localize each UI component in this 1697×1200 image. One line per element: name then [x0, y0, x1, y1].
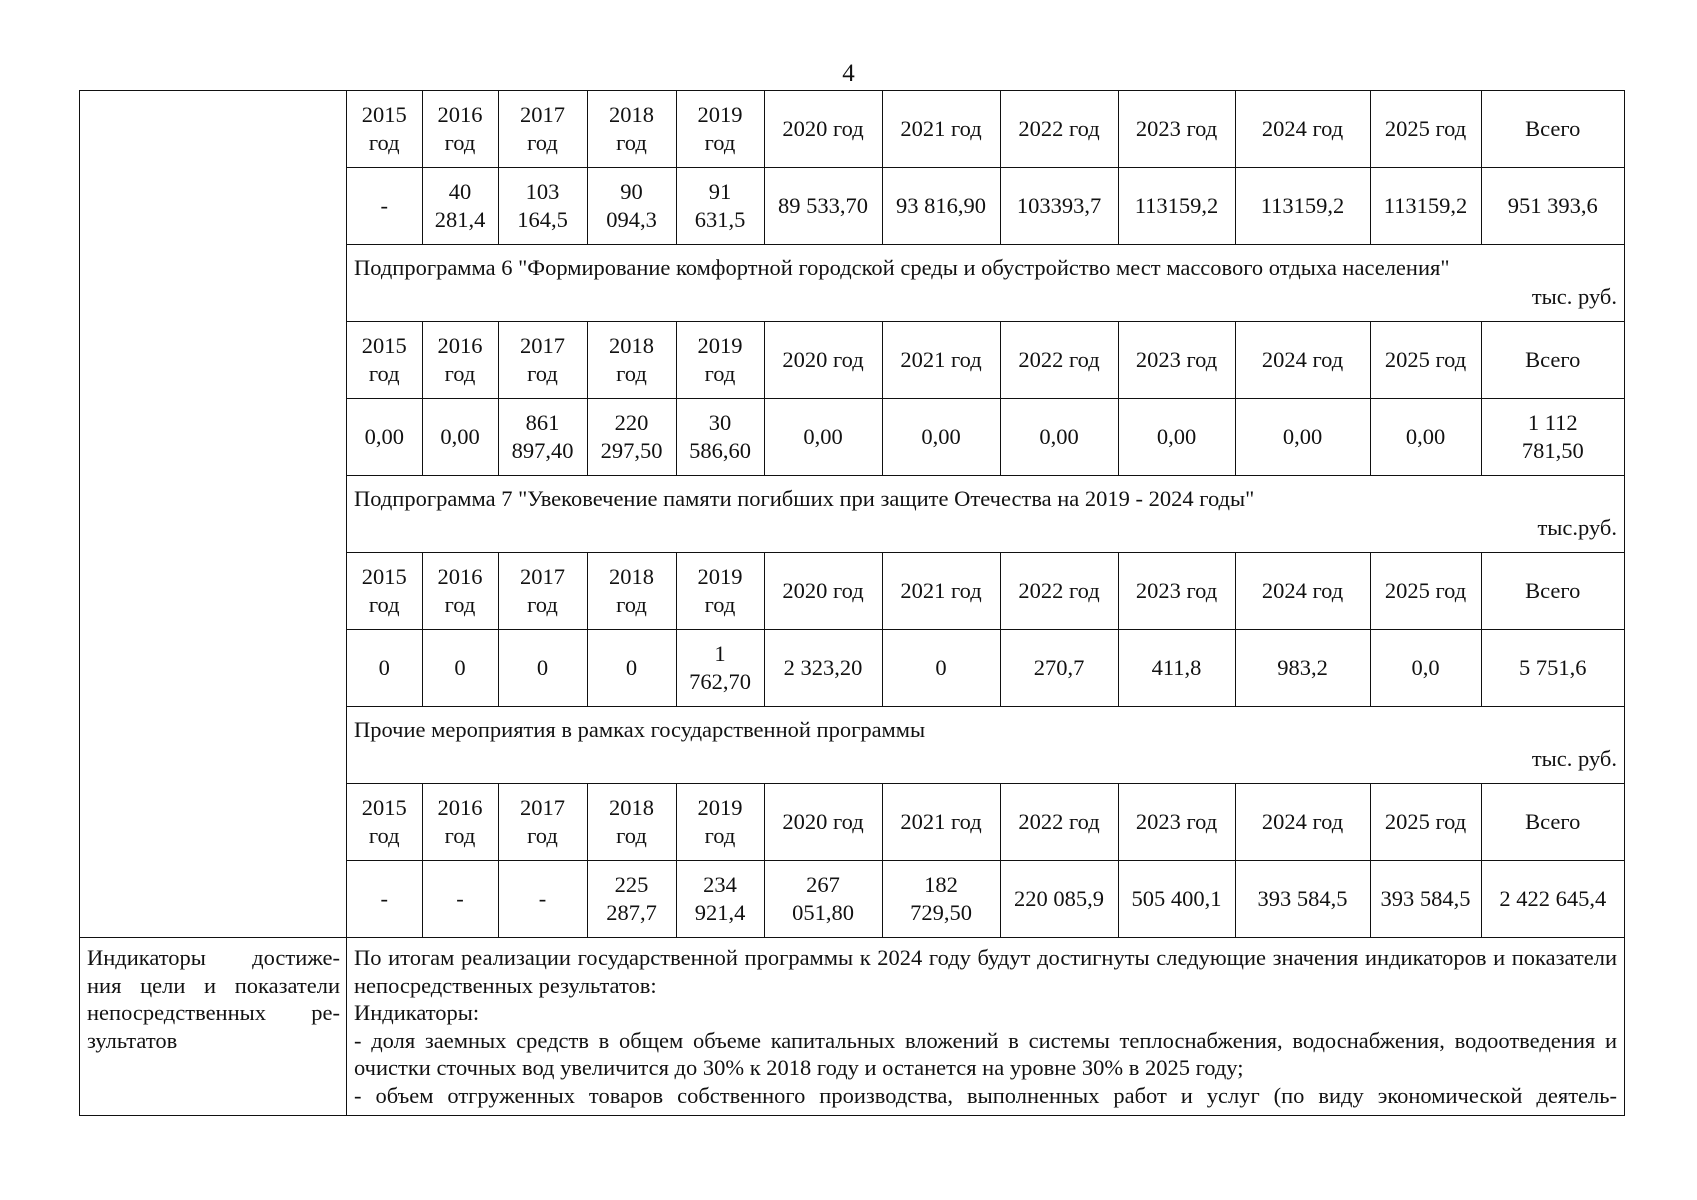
cell-line: 89 533,70 — [778, 193, 868, 218]
cell-line: 270,7 — [1033, 655, 1085, 680]
cell-line: 40 — [448, 179, 472, 204]
value-cell — [764, 399, 882, 476]
year-header-cell — [347, 91, 422, 168]
cell-line: 2 323,20 — [783, 655, 863, 680]
value-cell — [422, 399, 498, 476]
year-header-cell — [587, 784, 676, 861]
values-row — [347, 630, 1624, 707]
year-header-cell — [498, 91, 587, 168]
value-cell — [587, 399, 676, 476]
year-header-cell — [587, 91, 676, 168]
cell-line: 103393,7 — [1016, 193, 1102, 218]
value-cell — [422, 168, 498, 245]
value-cell — [1118, 630, 1235, 707]
indicators-label-line: Индикаторы достиже- — [87, 945, 340, 970]
year-header-cell: 2024 год — [1235, 553, 1370, 630]
year-header-cell: 2024 год — [1235, 784, 1370, 861]
cell-line: 0 — [536, 655, 549, 680]
cell-line: 729,50 — [910, 900, 972, 925]
cell-line: 0,00 — [1405, 424, 1446, 449]
year-header-cell — [676, 322, 764, 399]
cell-line: год — [704, 361, 736, 386]
cell-line: 287,7 — [606, 900, 657, 925]
value-cell — [1370, 630, 1481, 707]
cell-line: год — [368, 823, 400, 848]
unit-label: тыс. руб. — [1531, 284, 1617, 309]
cell-line: 2015 — [361, 795, 407, 820]
cell-line: год — [616, 361, 647, 386]
year-header-cell — [422, 784, 498, 861]
value-cell — [1000, 399, 1118, 476]
indicators-row — [80, 938, 1625, 1116]
subprogram-title-row — [347, 707, 1624, 784]
year-header-cell — [422, 322, 498, 399]
year-header-row — [347, 91, 1624, 168]
year-header-cell: 2023 год — [1118, 784, 1235, 861]
year-header-cell: 2022 год — [1000, 784, 1118, 861]
cell-line: 2016 — [437, 333, 483, 358]
value-cell — [347, 168, 422, 245]
year-header-cell: 2020 год — [764, 784, 882, 861]
year-header-cell: 2025 год — [1370, 322, 1481, 399]
cell-line: 2019 — [697, 564, 743, 589]
value-cell — [1370, 168, 1481, 245]
cell-line: год — [704, 130, 736, 155]
value-cell — [1000, 861, 1118, 938]
cell-line: 220 — [614, 410, 649, 435]
cell-line: 0,00 — [440, 424, 480, 449]
indicators-paragraph: - доля заемных средств в общем объеме капитальных вложений в системы теплоснабжения, водоснабжения, водоотведения и очистки сточных вод увеличится до 30% к 2018 году и останется на уровне 30% в 2025 году; — [354, 1027, 1617, 1080]
cell-line: 781,50 — [1521, 438, 1584, 463]
total-value-cell — [1481, 168, 1624, 245]
cell-line: 2017 — [520, 795, 565, 820]
empty-label-cell — [80, 91, 347, 938]
subprogram-title-cell — [347, 476, 1624, 553]
cell-line: 0,00 — [921, 424, 961, 449]
subprogram-title: Подпрограмма 7 "Увековечение памяти погибших при защите Отечества на 2019 - 2024 годы" — [354, 486, 1255, 511]
cell-line: - — [456, 886, 464, 911]
value-cell — [347, 630, 422, 707]
value-cell — [1235, 861, 1370, 938]
cell-line: 30 — [708, 410, 732, 435]
year-header-row — [347, 553, 1624, 630]
cell-line: 2018 — [609, 333, 654, 358]
values-row — [347, 399, 1624, 476]
value-cell — [1235, 168, 1370, 245]
cell-line: 393 584,5 — [1380, 886, 1471, 911]
financing-row — [80, 91, 1625, 938]
cell-line: 164,5 — [517, 207, 568, 232]
cell-line: 2019 — [697, 333, 743, 358]
cell-line: 2016 — [437, 564, 483, 589]
cell-line: год — [616, 823, 647, 848]
cell-line: 0 — [625, 655, 638, 680]
cell-line: 2017 — [520, 333, 565, 358]
cell-line: год — [527, 823, 558, 848]
indicators-paragraph: - объем отгруженных товаров собственного производства, выполненных работ и услуг (по виду экономической деятель- — [354, 1082, 1617, 1108]
year-header-cell — [587, 322, 676, 399]
value-cell — [422, 630, 498, 707]
year-header-cell — [422, 91, 498, 168]
year-header-cell: 2021 год — [882, 553, 1000, 630]
cell-line: 0,00 — [1156, 424, 1197, 449]
year-header-cell: 2021 год — [882, 91, 1000, 168]
cell-line: 93 816,90 — [896, 193, 986, 218]
value-cell — [764, 630, 882, 707]
value-cell — [498, 168, 587, 245]
total-value-cell — [1481, 861, 1624, 938]
cell-line: 2018 — [609, 795, 654, 820]
cell-line: 586,60 — [689, 438, 751, 463]
cell-line: 0,00 — [1039, 424, 1079, 449]
year-header-cell — [347, 322, 422, 399]
value-cell — [347, 399, 422, 476]
cell-line: 113159,2 — [1383, 193, 1468, 218]
year-header-cell: 2025 год — [1370, 553, 1481, 630]
value-cell — [882, 630, 1000, 707]
year-header-cell: 2022 год — [1000, 322, 1118, 399]
cell-line: год — [368, 361, 400, 386]
cell-line: 2016 — [437, 102, 483, 127]
cell-line: 094,3 — [606, 207, 657, 232]
cell-line: 0,0 — [1411, 655, 1440, 680]
cell-line: 103 — [525, 179, 560, 204]
year-header-cell: 2021 год — [882, 784, 1000, 861]
values-row — [347, 168, 1624, 245]
year-header-cell: 2024 год — [1235, 91, 1370, 168]
year-header-cell: 2020 год — [764, 91, 882, 168]
indicators-text — [347, 938, 1625, 1116]
cell-line: год — [527, 592, 558, 617]
subprogram-title-cell — [347, 245, 1624, 322]
cell-line: год — [444, 361, 476, 386]
year-header-cell: 2024 год — [1235, 322, 1370, 399]
value-cell — [676, 168, 764, 245]
cell-line: 393 584,5 — [1257, 886, 1348, 911]
value-cell — [764, 861, 882, 938]
total-header-cell: Всего — [1481, 784, 1624, 861]
year-header-cell: 2020 год — [764, 553, 882, 630]
cell-line: 1 — [714, 641, 726, 666]
value-cell — [676, 630, 764, 707]
cell-line: - — [380, 193, 388, 218]
value-cell — [587, 168, 676, 245]
indicators-label-line: зультатов — [87, 1027, 178, 1053]
cell-line: год — [368, 130, 400, 155]
year-header-cell: 2023 год — [1118, 553, 1235, 630]
total-value-cell — [1481, 630, 1624, 707]
total-value-cell — [1481, 399, 1624, 476]
year-header-row — [347, 322, 1624, 399]
cell-line: 267 — [806, 872, 840, 897]
year-header-cell — [676, 553, 764, 630]
cell-line: 2 422 645,4 — [1499, 886, 1607, 911]
year-header-cell — [676, 784, 764, 861]
cell-line: год — [704, 823, 736, 848]
value-cell — [1235, 399, 1370, 476]
value-cell — [882, 168, 1000, 245]
cell-line: год — [368, 592, 400, 617]
indicators-label — [80, 938, 347, 1116]
total-header-cell: Всего — [1481, 553, 1624, 630]
cell-line: 234 — [703, 872, 737, 897]
value-cell — [1118, 861, 1235, 938]
cell-line: 5 751,6 — [1519, 655, 1587, 680]
subprogram-title-row — [347, 245, 1624, 322]
unit-label: тыс. руб. — [1531, 746, 1617, 771]
year-header-cell — [347, 553, 422, 630]
cell-line: 2015 — [361, 333, 407, 358]
cell-line: год — [704, 592, 736, 617]
value-cell — [1235, 630, 1370, 707]
cell-line: 225 — [614, 872, 649, 897]
cell-line: 861 — [525, 410, 560, 435]
cell-line: 951 393,6 — [1507, 193, 1598, 218]
cell-line: год — [527, 130, 558, 155]
cell-line: 2015 — [361, 102, 407, 127]
value-cell — [498, 399, 587, 476]
year-header-cell: 2021 год — [882, 322, 1000, 399]
year-header-cell — [422, 553, 498, 630]
cell-line: 983,2 — [1277, 655, 1328, 680]
value-cell — [587, 861, 676, 938]
value-cell — [1370, 399, 1481, 476]
cell-line: год — [444, 823, 476, 848]
cell-line: 0,00 — [1282, 424, 1323, 449]
cell-line: 220 085,9 — [1014, 886, 1104, 911]
year-header-row — [347, 784, 1624, 861]
value-cell — [676, 861, 764, 938]
cell-line: 411,8 — [1151, 655, 1202, 680]
value-cell — [422, 861, 498, 938]
value-cell — [882, 399, 1000, 476]
year-header-cell: 2022 год — [1000, 91, 1118, 168]
passport-table — [79, 90, 1625, 1116]
year-header-cell: 2020 год — [764, 322, 882, 399]
indicators-paragraph: Индикаторы: — [354, 1000, 480, 1025]
year-header-cell — [347, 784, 422, 861]
cell-line: год — [444, 592, 476, 617]
financing-table — [347, 91, 1624, 937]
cell-line: 0 — [378, 655, 390, 680]
value-cell — [1000, 630, 1118, 707]
value-cell — [764, 168, 882, 245]
year-header-cell — [676, 91, 764, 168]
page-number: 4 — [842, 60, 855, 87]
value-cell — [1000, 168, 1118, 245]
cell-line: 0 — [935, 655, 947, 680]
cell-line: 0,00 — [803, 424, 843, 449]
cell-line: 051,80 — [792, 900, 854, 925]
cell-line: 505 400,1 — [1131, 886, 1222, 911]
cell-line: 2015 — [361, 564, 407, 589]
financing-cell — [347, 91, 1625, 938]
cell-line: 2017 — [520, 564, 565, 589]
year-header-cell: 2025 год — [1370, 784, 1481, 861]
value-cell — [587, 630, 676, 707]
indicators-paragraph: По итогам реализации государственной программы к 2024 году будут достигнуты следующие значения индикаторов и показатели непосредственных результатов: — [354, 945, 1617, 998]
cell-line: - — [380, 886, 388, 911]
cell-line: 2018 — [609, 564, 654, 589]
cell-line: 2019 — [697, 795, 743, 820]
indicators-label-line: непосредственных ре- — [87, 1000, 340, 1025]
year-header-cell: 2023 год — [1118, 91, 1235, 168]
value-cell — [882, 861, 1000, 938]
value-cell — [676, 399, 764, 476]
cell-line: 921,4 — [694, 900, 746, 925]
year-header-cell: 2022 год — [1000, 553, 1118, 630]
value-cell — [498, 861, 587, 938]
cell-line: 281,4 — [434, 207, 486, 232]
cell-line: год — [616, 130, 647, 155]
cell-line: 182 — [924, 872, 958, 897]
subprogram-title: Подпрограмма 6 "Формирование комфортной городской среды и обустройство мест массового отдыха населения" — [354, 255, 1450, 280]
year-header-cell — [498, 784, 587, 861]
cell-line: год — [527, 361, 558, 386]
cell-line: 90 — [620, 179, 643, 204]
cell-line: 762,70 — [689, 669, 751, 694]
values-row — [347, 861, 1624, 938]
value-cell — [1370, 861, 1481, 938]
unit-label: тыс.руб. — [1537, 515, 1617, 540]
value-cell — [347, 861, 422, 938]
cell-line: - — [538, 886, 547, 911]
total-header-cell: Всего — [1481, 322, 1624, 399]
cell-line: год — [616, 592, 647, 617]
cell-line: 2019 — [697, 102, 743, 127]
year-header-cell: 2025 год — [1370, 91, 1481, 168]
value-cell — [498, 630, 587, 707]
indicators-label-line: ния цели и показатели — [87, 972, 340, 998]
cell-line: 91 — [708, 179, 732, 204]
value-cell — [1118, 399, 1235, 476]
cell-line: 0,00 — [364, 424, 404, 449]
value-cell — [1118, 168, 1235, 245]
cell-line: 113159,2 — [1134, 193, 1219, 218]
cell-line: 1 112 — [1527, 410, 1578, 435]
cell-line: 897,40 — [511, 438, 574, 463]
year-header-cell — [587, 553, 676, 630]
subprogram-title-cell — [347, 707, 1624, 784]
subprogram-title-row — [347, 476, 1624, 553]
year-header-cell: 2023 год — [1118, 322, 1235, 399]
total-header-cell: Всего — [1481, 91, 1624, 168]
cell-line: 2016 — [437, 795, 483, 820]
year-header-cell — [498, 553, 587, 630]
cell-line: год — [444, 130, 476, 155]
cell-line: 297,50 — [600, 438, 663, 463]
cell-line: 631,5 — [694, 207, 746, 232]
cell-line: 0 — [454, 655, 466, 680]
cell-line: 113159,2 — [1260, 193, 1345, 218]
cell-line: 2018 — [609, 102, 654, 127]
cell-line: 2017 — [520, 102, 565, 127]
subprogram-title: Прочие мероприятия в рамках государственной программы — [354, 717, 926, 742]
year-header-cell — [498, 322, 587, 399]
